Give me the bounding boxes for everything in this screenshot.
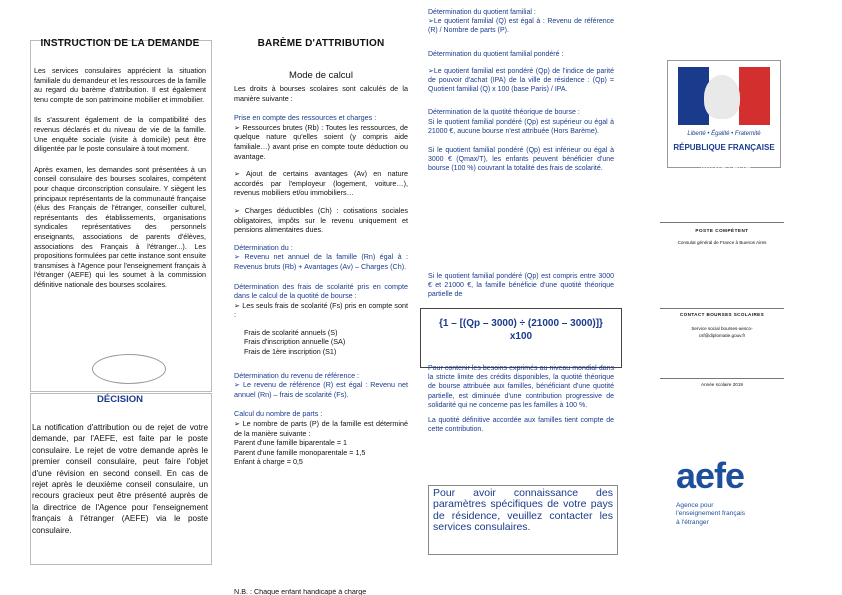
consulat-label: Consulat général de France à Buenos Aires — [677, 240, 767, 245]
parts-line-3: Enfant à charge = 0,5 — [234, 457, 303, 467]
quotite-title: Détermination de la quotité théorique de bourse : — [428, 109, 580, 117]
arrow-icon: ➢ — [234, 252, 245, 262]
decision-title: DÉCISION — [97, 394, 143, 405]
annee-scolaire: Année scolaire 2019 — [701, 382, 743, 387]
ministere-line: DES AFFAIRES — [692, 171, 760, 182]
aefe-wordmark: aefe — [676, 455, 745, 496]
parts-title: Calcul du nombre de parts : — [234, 409, 323, 419]
parts-note-cut: N.B. : Chaque enfant handicapé à charge — [234, 589, 367, 595]
quotite-text-3: Si le quotient familial pondéré (Qp) est compris entre 3000 € et 21000 €, la famille bénéficie d'une quotité théorique partielle de — [428, 273, 614, 299]
arrow-icon: ➢ — [234, 419, 243, 429]
quotient-text: ➢Le quotient familial (Q) est égal à : Revenu de référence (R) / Nombre de parts (P). — [428, 18, 614, 35]
parts-line-2: Parent d'une famille monoparentale = 1,5 — [234, 447, 366, 457]
frais-item: Frais de scolarité annuels (S) — [244, 327, 338, 337]
ministere-block — [642, 160, 810, 218]
arrow-icon: ➢ — [234, 169, 246, 179]
contribution-text: Pour contenir les besoins exprimés au niveau mondial dans la stricte limite des crédits disponibles, la quotité théorique de bourse attribuée aux familles, bénéficiant d'une quotité partielle, est diminuée d'une contribution progressive de solidarité qui ne concerne pas les familles à 100 %. — [428, 365, 614, 409]
revenu-net: ➢ Revenu net annuel de la famille (Rn) égal à : Revenus bruts (Rb) + Avantages (Av) – Charges (Ch). — [234, 252, 408, 271]
instruction-paragraph-2: Ils s'assurent également de la compatibilité des revenus déclarés et du niveau de vie de la famille. Une enquête sociale (visite à domicile) peut être diligentée par le poste consulaire à tout moment. — [34, 115, 206, 154]
aefe-tagline: Agence pour — [676, 502, 714, 509]
aefe-logo — [676, 455, 792, 527]
frais-text: ➢ Les seuls frais de scolarité (Fs) pris en compte sont : — [234, 300, 408, 320]
ressources-title: Prise en compte des ressources et charges : — [234, 113, 377, 123]
logo-motto: Liberté • Égalité • Fraternité — [687, 131, 761, 137]
republique-logo — [667, 60, 781, 168]
quotient-pondere-text: ➢Le quotient familial est pondéré (Qp) de l'indice de parité de pouvoir d'achat (IPA) de la ville de résidence : (Qp) = Quotient familial (Q) x 100 (base Paris) / IPA. — [428, 67, 614, 94]
frais-title: Détermination des frais de scolarité pris en compte dans le calcul de la quotité de bourse : — [234, 281, 408, 301]
charges: ➢ Charges déductibles (Ch) : cotisations sociales obligatoires, impôts sur le revenu uniquement et pensions alimentaires dues. — [234, 205, 408, 235]
frais-item: Frais de 1ère inscription (S1) — [244, 347, 337, 357]
ministere-line: ET DU DÉVELOPPEMENT — [669, 194, 783, 205]
formula-text: {1 – [(Qp – 3000) ÷ (21000 – 3000)]} x100 — [439, 318, 603, 342]
divider — [660, 222, 784, 223]
instruction-paragraph-1: Les services consulaires apprécient la situation familiale du demandeur et les ressources de la famille au regard du barème d'attribution. Il est également tenu compte de son patrimoine mobilier et immobilier. — [34, 66, 206, 104]
arrow-icon: ➢ — [234, 380, 243, 390]
aefe-tagline: à l'étranger — [676, 518, 709, 526]
ministere-line: ÉTRANGÈRES — [694, 183, 758, 194]
contact-bourses-title: CONTACT BOURSES SCOLAIRES — [679, 312, 765, 317]
decorative-oval — [92, 354, 166, 384]
aefe-tagline: l'enseignement français — [676, 510, 746, 518]
contact-text: Pour avoir connaissance des paramètres spécifiques de votre pays de résidence, veuillez contacter les services consulaires. — [433, 487, 613, 534]
avantages: ➢ Ajout de certains avantages (Av) en nature accordés par l'employeur (logement, voiture…), revenus mobiliers et/ou immobiliers… — [234, 169, 408, 198]
mode-calcul-subtitle: Mode de calcul — [289, 70, 353, 81]
divider — [660, 378, 784, 379]
quotite-text-3-wrapper — [428, 272, 614, 302]
service-label: Service social bourses-aesco- — [691, 326, 753, 331]
parts-line-1: Parent d'une famille biparentale = 1 — [234, 438, 348, 448]
divider — [660, 308, 784, 309]
ministere-line: INTERNATIONAL — [688, 206, 764, 217]
contact-box — [428, 485, 618, 555]
instruction-title: INSTRUCTION DE LA DEMANDE — [40, 38, 200, 49]
frais-item: Frais d'inscription annuelle (SA) — [244, 337, 346, 347]
revenu-reference-title: Détermination du revenu de référence : — [234, 370, 360, 380]
determination-title: Détermination du : — [234, 242, 293, 252]
arrow-icon: ➢ — [428, 67, 434, 75]
arrow-icon: ➢ — [234, 300, 243, 310]
ressources-brutes: ➢ Ressources brutes (Rb) : Toutes les ressources, de quelque nature qu'elles soient (y compris aide familiale…) avant prise en compte toute déduction ou avantage. — [234, 122, 408, 161]
arrow-icon: ➢ — [234, 205, 245, 215]
formula-box — [420, 308, 622, 368]
bareme-intro: Les droits à bourses scolaires sont calculés de la manière suivante : — [234, 84, 408, 103]
final-text: La quotité définitive accordée aux familles tient compte de cette contribution. — [428, 417, 614, 434]
instruction-paragraph-3: Après examen, les demandes sont présentées à un conseil consulaire des bourses scolaires, compétent pour chaque circonscription consulaire. Y siègent les principaux représentants de la communauté française (élus des Français de l'étranger, conseiller culturel, représentants des établissements, organisations syndicales représentatives des personnels enseignants, associations de parents d'élèves, associations des Français à l'étranger...). Les propositions formulées par cette instance sont ensuite transmises à l'Agence pour l'enseignement français à l'étranger (AEFE) qui les soumet à la commission définitive nationale des bourses scolaires. — [34, 164, 206, 289]
contact-email[interactable]: csf@diplomatie.gouv.fr — [698, 333, 746, 338]
poste-label: POSTE COMPÉTENT — [695, 228, 749, 233]
quotient-title: Détermination du quotient familial : — [428, 9, 536, 16]
quotite-text-2: Si le quotient familial pondéré (Qp) est inférieur ou égal à 3000 € (Qmax/T), les enfants peuvent bénéficier d'une bourse (100 %) couvrant la totalité des frais de scolarité. — [428, 147, 614, 173]
marianne-flag — [678, 67, 770, 125]
parts-text: ➢ Le nombre de parts (P) de la famille est déterminé de la manière suivante : — [234, 419, 408, 438]
quotient-pondere-title: Détermination du quotient familial pondéré : — [428, 50, 564, 58]
arrow-icon: ➢ — [428, 18, 434, 26]
arrow-icon: ➢ — [234, 122, 243, 132]
quotite-text-1: Si le quotient familial pondéré (Qp) est supérieur ou égal à 21000 €, aucune bourse n'est attribuée (Hors Barème). — [428, 118, 614, 135]
logo-name: RÉPUBLIQUE FRANÇAISE — [673, 143, 775, 152]
ministere-line: MINISTÈRE — [700, 160, 752, 170]
revenu-reference-text: ➢ Le revenu de référence (R) est égal : Revenu net annuel (Rn) – frais de scolarité (Fs). — [234, 380, 408, 399]
decision-text: La notification d'attribution ou de rejet de votre demande, par l'AEFE, est faite par le poste consulaire. Le rejet de votre demande après le premier conseil consulaire, peut faire l'objet d'une révision en second conseil. En cas de rejet après le deuxième conseil consulaire, un recours gracieux peut être présenté auprès de la directrice de l'Agence pour l'enseignement français à l'étranger (AEFE) via le poste consulaire. — [32, 423, 208, 535]
bareme-title: BARÈME D'ATTRIBUTION — [257, 38, 385, 49]
